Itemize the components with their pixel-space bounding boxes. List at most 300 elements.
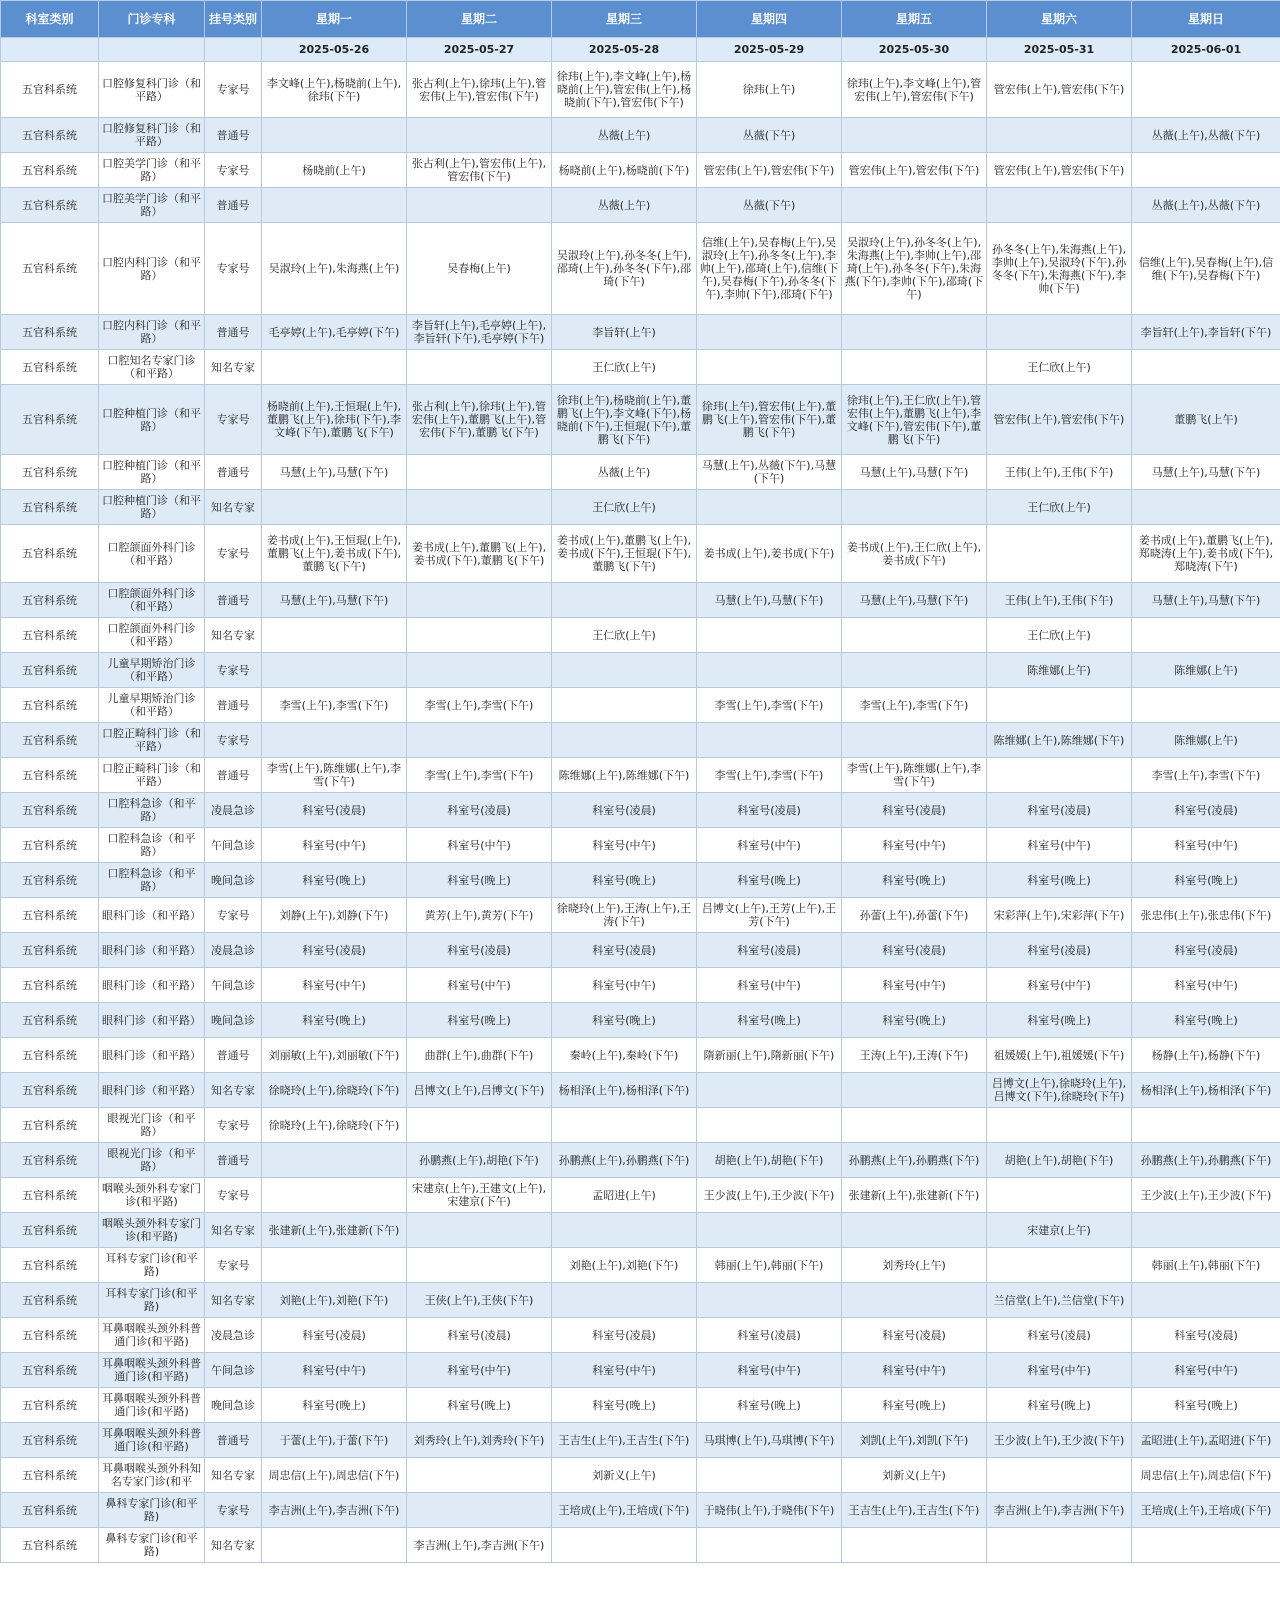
cell-schedule: 科室号(晚上) (407, 1388, 552, 1423)
table-row (1, 153, 1280, 188)
cell-category: 五官科系统 (1, 1143, 99, 1178)
cell-clinic: 眼科门诊（和平路） (99, 1073, 205, 1108)
cell-schedule: 马琪博(上午),马琪博(下午) (697, 1423, 842, 1458)
cell-clinic: 鼻科专家门诊(和平路) (99, 1528, 205, 1563)
cell-schedule: 科室号(中午) (262, 828, 407, 863)
cell-schedule: 李吉洲(上午),李吉洲(下午) (407, 1528, 552, 1563)
cell-schedule: 宋彩萍(上午),宋彩萍(下午) (987, 898, 1132, 933)
cell-schedule (697, 1213, 842, 1248)
cell-category: 五官科系统 (1, 1073, 99, 1108)
table-row (1, 968, 1280, 1003)
cell-schedule (552, 723, 697, 758)
cell-schedule (407, 1458, 552, 1493)
cell-schedule (262, 1528, 407, 1563)
cell-schedule: 王少波(上午),王少波(下午) (987, 1423, 1132, 1458)
cell-schedule (697, 618, 842, 653)
cell-schedule: 徐玮(上午),王仁欣(上午),管宏伟(上午),董鹏飞(上午),李文峰(下午),管宏伟(下午),董鹏飞(下午) (842, 385, 987, 455)
cell-schedule: 张忠伟(上午),张忠伟(下午) (1132, 898, 1280, 933)
cell-schedule: 科室号(晚上) (1132, 1003, 1280, 1038)
cell-schedule: 科室号(中午) (987, 1353, 1132, 1388)
table-row (1, 455, 1280, 490)
cell-clinic: 口腔修复科门诊（和平路） (99, 62, 205, 118)
cell-schedule: 科室号(晚上) (262, 863, 407, 898)
cell-category: 五官科系统 (1, 1493, 99, 1528)
cell-schedule (262, 1143, 407, 1178)
cell-clinic: 口腔正畸科门诊（和平路） (99, 723, 205, 758)
table-row (1, 898, 1280, 933)
table-row (1, 793, 1280, 828)
cell-schedule (1132, 688, 1280, 723)
cell-clinic: 口腔美学门诊（和平路） (99, 153, 205, 188)
cell-schedule: 刘丽敏(上午),刘丽敏(下午) (262, 1038, 407, 1073)
cell-schedule: 徐玮(上午),李文峰(上午),管宏伟(上午),管宏伟(下午) (842, 62, 987, 118)
cell-schedule: 杨晓前(上午),王恒琨(上午),董鹏飞(上午),徐玮(下午),李文峰(下午),董鹏飞(下午) (262, 385, 407, 455)
cell-schedule: 姜书成(上午),董鹏飞(上午),姜书成(下午),董鹏飞(下午) (407, 525, 552, 583)
cell-schedule: 吴淑玲(上午),孙冬冬(上午),邵琦(上午),孙冬冬(下午),邵琦(下午) (552, 223, 697, 315)
cell-schedule (842, 723, 987, 758)
table-row (1, 188, 1280, 223)
cell-schedule: 吕博文(上午),王芳(上午),王芳(下午) (697, 898, 842, 933)
cell-schedule (987, 688, 1132, 723)
cell-schedule: 徐玮(上午),管宏伟(上午),董鹏飞(上午),管宏伟(下午),董鹏飞(下午) (697, 385, 842, 455)
date-cell: 2025-05-28 (552, 38, 697, 62)
cell-schedule (842, 1283, 987, 1318)
cell-schedule: 刘静(上午),刘静(下午) (262, 898, 407, 933)
table-row (1, 618, 1280, 653)
cell-schedule: 董鹏飞(上午) (1132, 385, 1280, 455)
cell-schedule (407, 1108, 552, 1143)
cell-schedule: 于晓伟(上午),于晓伟(下午) (697, 1493, 842, 1528)
cell-schedule: 科室号(晚上) (987, 1388, 1132, 1423)
cell-schedule (1132, 1528, 1280, 1563)
cell-schedule (987, 315, 1132, 350)
cell-schedule: 科室号(凌晨) (407, 1318, 552, 1353)
cell-schedule: 科室号(凌晨) (987, 933, 1132, 968)
cell-schedule: 科室号(中午) (262, 968, 407, 1003)
cell-clinic: 咽喉头颈外科专家门诊(和平路) (99, 1178, 205, 1213)
cell-reg-type: 晚间急诊 (205, 863, 262, 898)
cell-schedule: 王仁欣(上午) (987, 618, 1132, 653)
table-row (1, 828, 1280, 863)
cell-schedule (697, 315, 842, 350)
cell-schedule: 王少波(上午),王少波(下午) (697, 1178, 842, 1213)
cell-clinic: 眼视光门诊（和平路） (99, 1143, 205, 1178)
cell-category: 五官科系统 (1, 1528, 99, 1563)
cell-clinic: 眼科门诊（和平路） (99, 898, 205, 933)
cell-schedule: 信维(上午),吴春梅(上午),信维(下午),吴春梅(下午) (1132, 223, 1280, 315)
cell-category: 五官科系统 (1, 968, 99, 1003)
table-row (1, 1528, 1280, 1563)
table-row (1, 1248, 1280, 1283)
cell-schedule (1132, 350, 1280, 385)
cell-schedule (262, 118, 407, 153)
cell-schedule: 科室号(凌晨) (1132, 793, 1280, 828)
cell-category: 五官科系统 (1, 758, 99, 793)
date-cell: 2025-05-29 (697, 38, 842, 62)
cell-schedule: 科室号(中午) (262, 1353, 407, 1388)
cell-schedule (697, 723, 842, 758)
date-row-blank (1, 38, 99, 62)
cell-reg-type: 知名专家 (205, 1213, 262, 1248)
cell-schedule: 科室号(凌晨) (552, 933, 697, 968)
cell-schedule: 王伟(上午),王伟(下午) (987, 583, 1132, 618)
cell-schedule (987, 525, 1132, 583)
cell-schedule: 科室号(凌晨) (262, 933, 407, 968)
cell-schedule: 科室号(凌晨) (552, 1318, 697, 1353)
cell-schedule: 丛薇(下午) (697, 118, 842, 153)
cell-schedule (842, 315, 987, 350)
cell-schedule: 徐晓玲(上午),徐晓玲(下午) (262, 1108, 407, 1143)
cell-schedule: 管宏伟(上午),管宏伟(下午) (842, 153, 987, 188)
cell-schedule (1132, 62, 1280, 118)
cell-schedule: 孟昭进(上午) (552, 1178, 697, 1213)
cell-schedule: 马慧(上午),马慧(下午) (1132, 455, 1280, 490)
table-row (1, 1318, 1280, 1353)
cell-clinic: 口腔知名专家门诊（和平路） (99, 350, 205, 385)
cell-schedule: 周忠信(上午),周忠信(下午) (262, 1458, 407, 1493)
cell-clinic: 口腔颌面外科门诊（和平路） (99, 583, 205, 618)
cell-clinic: 咽喉头颈外科专家门诊(和平路) (99, 1213, 205, 1248)
column-header-category: 科室类别 (1, 1, 99, 38)
cell-schedule (407, 618, 552, 653)
cell-schedule: 管宏伟(上午),管宏伟(下午) (987, 153, 1132, 188)
cell-clinic: 口腔科急诊（和平路） (99, 793, 205, 828)
cell-schedule: 姜书成(上午),董鹏飞(上午),姜书成(下午),王恒琨(下午),董鹏飞(下午) (552, 525, 697, 583)
cell-clinic: 儿童早期矫治门诊（和平路） (99, 688, 205, 723)
cell-schedule: 孙鹏燕(上午),孙鹏燕(下午) (842, 1143, 987, 1178)
table-row (1, 653, 1280, 688)
cell-schedule (987, 118, 1132, 153)
cell-schedule: 科室号(晚上) (987, 1003, 1132, 1038)
table-row (1, 863, 1280, 898)
cell-clinic: 耳鼻咽喉头颈外科知名专家门诊(和平 (99, 1458, 205, 1493)
cell-clinic: 眼科门诊（和平路） (99, 968, 205, 1003)
cell-schedule: 陈维娜(上午) (1132, 653, 1280, 688)
cell-schedule: 管宏伟(上午),管宏伟(下午) (697, 153, 842, 188)
cell-schedule: 张建新(上午),张建新(下午) (842, 1178, 987, 1213)
cell-reg-type: 专家号 (205, 1108, 262, 1143)
date-cell: 2025-05-26 (262, 38, 407, 62)
cell-category: 五官科系统 (1, 118, 99, 153)
cell-schedule: 张占利(上午),管宏伟(上午),管宏伟(下午) (407, 153, 552, 188)
column-header-clinic: 门诊专科 (99, 1, 205, 38)
cell-schedule: 刘新义(上午) (552, 1458, 697, 1493)
cell-schedule (1132, 490, 1280, 525)
cell-schedule: 吕博文(上午),徐晓玲(上午),吕博文(下午),徐晓玲(下午) (987, 1073, 1132, 1108)
cell-schedule: 王涛(上午),王涛(下午) (842, 1038, 987, 1073)
cell-category: 五官科系统 (1, 828, 99, 863)
cell-schedule (407, 1248, 552, 1283)
cell-schedule (987, 1178, 1132, 1213)
table-row (1, 1493, 1280, 1528)
column-header-day: 星期一 (262, 1, 407, 38)
cell-category: 五官科系统 (1, 385, 99, 455)
cell-category: 五官科系统 (1, 153, 99, 188)
cell-category: 五官科系统 (1, 583, 99, 618)
cell-category: 五官科系统 (1, 315, 99, 350)
cell-schedule: 李雪(上午),陈维娜(上午),李雪(下午) (842, 758, 987, 793)
cell-reg-type: 普通号 (205, 118, 262, 153)
cell-schedule (697, 490, 842, 525)
cell-schedule (407, 350, 552, 385)
cell-schedule: 姜书成(上午),王仁欣(上午),姜书成(下午) (842, 525, 987, 583)
cell-category: 五官科系统 (1, 1108, 99, 1143)
date-row-blank (99, 38, 205, 62)
cell-schedule (842, 1073, 987, 1108)
cell-clinic: 耳鼻咽喉头颈外科普通门诊(和平路) (99, 1318, 205, 1353)
cell-schedule: 张占利(上午),徐玮(上午),管宏伟(上午),董鹏飞(上午),管宏伟(下午),董鹏飞(下午) (407, 385, 552, 455)
cell-schedule (842, 1108, 987, 1143)
cell-schedule: 科室号(凌晨) (262, 793, 407, 828)
cell-schedule: 孙鹏燕(上午),胡艳(下午) (407, 1143, 552, 1178)
cell-reg-type: 专家号 (205, 153, 262, 188)
cell-schedule: 吕博文(上午),吕博文(下午) (407, 1073, 552, 1108)
cell-reg-type: 专家号 (205, 1178, 262, 1213)
cell-reg-type: 专家号 (205, 223, 262, 315)
cell-schedule: 胡艳(上午),胡艳(下午) (987, 1143, 1132, 1178)
cell-schedule: 科室号(中午) (842, 1353, 987, 1388)
cell-schedule (262, 490, 407, 525)
cell-schedule: 王伟(上午),王伟(下午) (987, 455, 1132, 490)
cell-schedule (697, 1108, 842, 1143)
cell-reg-type: 午间急诊 (205, 1353, 262, 1388)
cell-schedule: 宋建京(上午) (987, 1213, 1132, 1248)
cell-schedule (842, 118, 987, 153)
cell-schedule: 科室号(中午) (552, 968, 697, 1003)
cell-schedule: 马慧(上午),马慧(下午) (697, 583, 842, 618)
cell-schedule (407, 583, 552, 618)
cell-schedule: 科室号(中午) (407, 828, 552, 863)
cell-clinic: 耳鼻咽喉头颈外科普通门诊(和平路) (99, 1388, 205, 1423)
cell-schedule: 王吉生(上午),王吉生(下午) (552, 1423, 697, 1458)
cell-schedule (552, 1528, 697, 1563)
cell-schedule (552, 653, 697, 688)
cell-schedule: 王侠(上午),王侠(下午) (407, 1283, 552, 1318)
cell-schedule: 李文峰(上午),杨晓前(上午),徐玮(下午) (262, 62, 407, 118)
cell-schedule: 秦岭(上午),秦岭(下午) (552, 1038, 697, 1073)
cell-schedule (987, 1458, 1132, 1493)
cell-schedule: 李雪(上午),李雪(下午) (407, 758, 552, 793)
cell-schedule: 科室号(晚上) (407, 1003, 552, 1038)
cell-category: 五官科系统 (1, 653, 99, 688)
cell-schedule (842, 1528, 987, 1563)
cell-schedule: 管宏伟(上午),管宏伟(下午) (987, 385, 1132, 455)
cell-category: 五官科系统 (1, 1318, 99, 1353)
cell-schedule: 张建新(上午),张建新(下午) (262, 1213, 407, 1248)
table-row (1, 315, 1280, 350)
cell-schedule (407, 490, 552, 525)
cell-schedule: 姜书成(上午),董鹏飞(上午),郑晓涛(上午),姜书成(下午),郑晓涛(下午) (1132, 525, 1280, 583)
cell-schedule (1132, 618, 1280, 653)
cell-reg-type: 凌晨急诊 (205, 1318, 262, 1353)
cell-schedule: 科室号(晚上) (552, 1003, 697, 1038)
cell-schedule: 王仁欣(上午) (552, 350, 697, 385)
cell-schedule: 姜书成(上午),姜书成(下午) (697, 525, 842, 583)
cell-clinic: 口腔种植门诊（和平路） (99, 455, 205, 490)
cell-schedule: 科室号(晚上) (262, 1003, 407, 1038)
cell-category: 五官科系统 (1, 1178, 99, 1213)
cell-schedule: 马慧(上午),马慧(下午) (1132, 583, 1280, 618)
cell-schedule: 科室号(晚上) (697, 863, 842, 898)
cell-reg-type: 午间急诊 (205, 968, 262, 1003)
cell-schedule: 科室号(凌晨) (1132, 1318, 1280, 1353)
cell-schedule: 李吉洲(上午),李吉洲(下午) (262, 1493, 407, 1528)
cell-schedule: 科室号(凌晨) (697, 793, 842, 828)
cell-schedule: 科室号(中午) (697, 968, 842, 1003)
cell-schedule: 孙鹏燕(上午),孙鹏燕(下午) (1132, 1143, 1280, 1178)
cell-schedule: 科室号(晚上) (842, 863, 987, 898)
cell-schedule: 科室号(中午) (987, 968, 1132, 1003)
cell-schedule: 徐玮(上午) (697, 62, 842, 118)
table-row (1, 350, 1280, 385)
column-header-reg-type: 挂号类别 (205, 1, 262, 38)
cell-schedule: 科室号(中午) (1132, 968, 1280, 1003)
cell-schedule (407, 653, 552, 688)
cell-reg-type: 专家号 (205, 1493, 262, 1528)
cell-schedule: 孙蕾(上午),孙蕾(下午) (842, 898, 987, 933)
cell-category: 五官科系统 (1, 490, 99, 525)
cell-schedule (552, 1283, 697, 1318)
cell-schedule: 陈维娜(上午),陈维娜(下午) (552, 758, 697, 793)
table-row (1, 118, 1280, 153)
cell-reg-type: 专家号 (205, 1248, 262, 1283)
cell-reg-type: 晚间急诊 (205, 1388, 262, 1423)
cell-clinic: 耳科专家门诊(和平路) (99, 1283, 205, 1318)
cell-clinic: 儿童早期矫治门诊（和平路） (99, 653, 205, 688)
cell-category: 五官科系统 (1, 863, 99, 898)
table-row (1, 1283, 1280, 1318)
cell-schedule: 杨相泽(上午),杨相泽(下午) (552, 1073, 697, 1108)
cell-schedule: 科室号(中午) (407, 968, 552, 1003)
cell-schedule (1132, 1108, 1280, 1143)
cell-schedule: 祖媛媛(上午),祖媛媛(下午) (987, 1038, 1132, 1073)
cell-schedule: 徐玮(上午),杨晓前(上午),董鹏飞(上午),李文峰(下午),杨晓前(下午),王恒琨(下午),董鹏飞(下午) (552, 385, 697, 455)
column-header-day: 星期二 (407, 1, 552, 38)
cell-schedule: 李雪(上午),陈维娜(上午),李雪(下午) (262, 758, 407, 793)
cell-schedule: 科室号(中午) (1132, 1353, 1280, 1388)
cell-schedule: 李旨轩(上午),毛亭婷(上午),李旨轩(下午),毛亭婷(下午) (407, 315, 552, 350)
cell-schedule: 王仁欣(上午) (987, 350, 1132, 385)
cell-schedule: 吴淑玲(上午),孙冬冬(上午),朱海燕(上午),李帅(上午),邵琦(上午),孙冬冬(下午),朱海燕(下午),李帅(下午),邵琦(下午) (842, 223, 987, 315)
cell-reg-type: 晚间急诊 (205, 1003, 262, 1038)
cell-schedule: 刘新义(上午) (842, 1458, 987, 1493)
cell-clinic: 耳鼻咽喉头颈外科普通门诊(和平路) (99, 1353, 205, 1388)
cell-schedule: 丛薇(上午) (552, 118, 697, 153)
cell-clinic: 耳鼻咽喉头颈外科普通门诊(和平路) (99, 1423, 205, 1458)
cell-schedule: 徐晓玲(上午),王涛(上午),王涛(下午) (552, 898, 697, 933)
cell-category: 五官科系统 (1, 723, 99, 758)
cell-clinic: 眼科门诊（和平路） (99, 1003, 205, 1038)
date-row (1, 38, 1280, 62)
cell-schedule: 马慧(上午),丛薇(下午),马慧(下午) (697, 455, 842, 490)
table-row (1, 1388, 1280, 1423)
cell-schedule: 胡艳(上午),胡艳(下午) (697, 1143, 842, 1178)
cell-clinic: 口腔科急诊（和平路） (99, 863, 205, 898)
cell-reg-type: 午间急诊 (205, 828, 262, 863)
cell-schedule (842, 618, 987, 653)
cell-schedule: 杨晓前(上午) (262, 153, 407, 188)
cell-schedule: 科室号(晚上) (842, 1388, 987, 1423)
table-row (1, 583, 1280, 618)
cell-schedule: 马慧(上午),马慧(下午) (842, 455, 987, 490)
cell-schedule: 科室号(凌晨) (987, 1318, 1132, 1353)
cell-reg-type: 普通号 (205, 688, 262, 723)
table-row (1, 1178, 1280, 1213)
cell-clinic: 口腔种植门诊（和平路） (99, 490, 205, 525)
cell-schedule (552, 688, 697, 723)
table-row (1, 1213, 1280, 1248)
cell-schedule: 科室号(凌晨) (552, 793, 697, 828)
cell-schedule (987, 758, 1132, 793)
cell-category: 五官科系统 (1, 525, 99, 583)
table-row (1, 1353, 1280, 1388)
cell-schedule (697, 1528, 842, 1563)
cell-schedule: 科室号(凌晨) (842, 1318, 987, 1353)
cell-reg-type: 知名专家 (205, 1528, 262, 1563)
cell-schedule: 李雪(上午),李雪(下午) (697, 688, 842, 723)
table-row (1, 1423, 1280, 1458)
cell-schedule (842, 653, 987, 688)
cell-schedule: 陈维娜(上午) (1132, 723, 1280, 758)
cell-schedule (407, 455, 552, 490)
cell-schedule: 徐晓玲(上午),徐晓玲(下午) (262, 1073, 407, 1108)
cell-clinic: 口腔颌面外科门诊（和平路） (99, 618, 205, 653)
cell-schedule: 杨相泽(上午),杨相泽(下午) (1132, 1073, 1280, 1108)
cell-schedule: 科室号(凌晨) (697, 1318, 842, 1353)
cell-clinic: 口腔美学门诊（和平路） (99, 188, 205, 223)
cell-schedule: 周忠信(上午),周忠信(下午) (1132, 1458, 1280, 1493)
cell-schedule: 孙冬冬(上午),朱海燕(上午),李帅(上午),吴淑玲(下午),孙冬冬(下午),朱海燕(下午),李帅(下午) (987, 223, 1132, 315)
cell-schedule: 王少波(上午),王少波(下午) (1132, 1178, 1280, 1213)
cell-schedule: 兰信堂(上午),兰信堂(下午) (987, 1283, 1132, 1318)
cell-reg-type: 知名专家 (205, 1283, 262, 1318)
cell-schedule (262, 653, 407, 688)
cell-clinic: 眼视光门诊（和平路） (99, 1108, 205, 1143)
cell-reg-type: 普通号 (205, 1423, 262, 1458)
cell-schedule: 科室号(中午) (697, 1353, 842, 1388)
cell-schedule (407, 1493, 552, 1528)
cell-category: 五官科系统 (1, 455, 99, 490)
cell-schedule: 陈维娜(上午),陈维娜(下午) (987, 723, 1132, 758)
cell-schedule: 丛薇(上午),丛薇(下午) (1132, 188, 1280, 223)
cell-category: 五官科系统 (1, 1423, 99, 1458)
column-header-day: 星期四 (697, 1, 842, 38)
cell-category: 五官科系统 (1, 618, 99, 653)
cell-reg-type: 知名专家 (205, 1073, 262, 1108)
cell-schedule (552, 1108, 697, 1143)
cell-reg-type: 凌晨急诊 (205, 933, 262, 968)
cell-schedule (262, 618, 407, 653)
table-row (1, 688, 1280, 723)
cell-schedule: 张占利(上午),徐玮(上午),管宏伟(上午),管宏伟(下午) (407, 62, 552, 118)
cell-schedule: 李雪(上午),李雪(下午) (697, 758, 842, 793)
cell-schedule (987, 1528, 1132, 1563)
cell-reg-type: 知名专家 (205, 350, 262, 385)
cell-category: 五官科系统 (1, 688, 99, 723)
cell-category: 五官科系统 (1, 62, 99, 118)
cell-schedule: 吴淑玲(上午),朱海燕(上午) (262, 223, 407, 315)
cell-schedule: 科室号(晚上) (552, 863, 697, 898)
cell-clinic: 口腔种植门诊（和平路） (99, 385, 205, 455)
cell-schedule (987, 188, 1132, 223)
cell-schedule: 孙鹏燕(上午),孙鹏燕(下午) (552, 1143, 697, 1178)
cell-schedule: 科室号(晚上) (697, 1388, 842, 1423)
cell-schedule (1132, 1283, 1280, 1318)
cell-reg-type: 知名专家 (205, 1458, 262, 1493)
table-row (1, 490, 1280, 525)
cell-reg-type: 专家号 (205, 653, 262, 688)
cell-schedule (1132, 153, 1280, 188)
